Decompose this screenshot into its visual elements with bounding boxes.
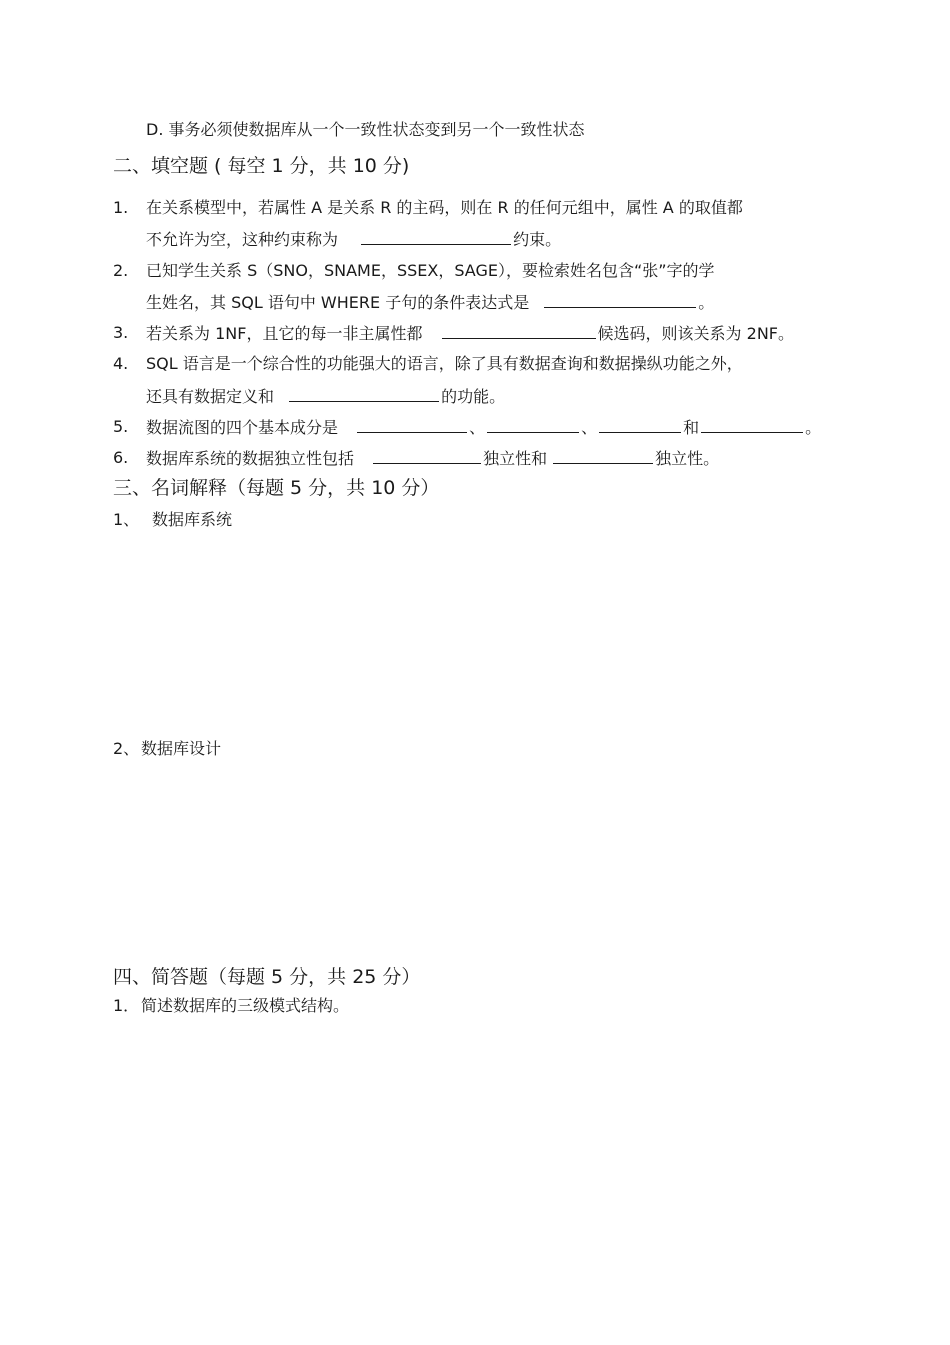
q6-line <box>146 448 719 469</box>
s3-item1-number: 1、 <box>113 510 140 529</box>
q6-text-b: 独立性和 <box>483 449 548 468</box>
q1-number: 1. <box>113 198 129 217</box>
q2-text-b: 。 <box>698 293 715 312</box>
q5-blank-3[interactable] <box>599 417 681 433</box>
q5-number: 5. <box>113 417 129 436</box>
q5-text-a: 数据流图的四个基本成分是 <box>146 418 339 437</box>
q4-line1: SQL 语言是一个综合性的功能强大的语言，除了具有数据查询和数据操纵功能之外， <box>146 354 743 373</box>
q1-text-a: 不允许为空，这种约束称为 <box>146 230 339 249</box>
s4-item1-number: 1． <box>113 996 140 1015</box>
section4-title: 四、简答题（每题 5 分，共 25 分） <box>113 966 421 988</box>
q5-blank-1[interactable] <box>357 417 467 433</box>
q5-blank-2[interactable] <box>487 417 579 433</box>
s3-item2-text: 数据库设计 <box>141 739 222 758</box>
q5-blank-4[interactable] <box>701 417 803 433</box>
q1-line1: 在关系模型中，若属性 A 是关系 R 的主码，则在 R 的任何元组中，属性 A 的取值都 <box>146 198 743 217</box>
q2-line1: 已知学生关系 S（SNO，SNAME，SSEX，SAGE），要检索姓名包含“张”字的学 <box>146 261 715 280</box>
q5-line <box>146 417 821 438</box>
s3-item1-text: 数据库系统 <box>152 510 233 529</box>
q1-line2 <box>146 229 561 250</box>
s3-item2-number: 2、 <box>113 739 140 758</box>
q1-blank[interactable] <box>361 229 511 245</box>
q4-text-a: 还具有数据定义和 <box>146 387 275 406</box>
q1-text-b: 约束。 <box>513 230 562 249</box>
q4-line2 <box>146 386 505 407</box>
q6-text-a: 数据库系统的数据独立性包括 <box>146 449 355 468</box>
s4-item1-text: 简述数据库的三级模式结构。 <box>141 996 350 1015</box>
q2-number: 2. <box>113 261 129 280</box>
q5-end: 。 <box>805 418 822 437</box>
section3-title: 三、名词解释（每题 5 分，共 10 分） <box>113 477 440 499</box>
q3-line <box>146 323 794 344</box>
q5-sep1: 、 <box>469 418 486 437</box>
q2-blank[interactable] <box>544 292 696 308</box>
q6-blank-2[interactable] <box>553 448 653 464</box>
section2-title: 二、填空题 ( 每空 1 分，共 10 分) <box>113 155 410 177</box>
q4-text-b: 的功能。 <box>441 387 506 406</box>
q6-blank-1[interactable] <box>373 448 481 464</box>
q5-sep2: 、 <box>581 418 598 437</box>
q2-text-a: 生姓名，其 SQL 语句中 WHERE 子句的条件表达式是 <box>146 293 530 312</box>
q6-text-c: 独立性。 <box>655 449 720 468</box>
q3-blank[interactable] <box>442 323 596 339</box>
q3-text-a: 若关系为 1NF，且它的每一非主属性都 <box>146 324 423 343</box>
q2-line2 <box>146 292 714 313</box>
option-d: D. 事务必须使数据库从一个一致性状态变到另一个一致性状态 <box>146 120 585 139</box>
q4-number: 4. <box>113 354 129 373</box>
q3-text-b: 候选码，则该关系为 2NF。 <box>597 324 794 343</box>
q4-blank[interactable] <box>289 386 439 402</box>
q5-sep3: 和 <box>683 418 700 437</box>
q6-number: 6. <box>113 448 129 467</box>
q3-number: 3. <box>113 323 129 342</box>
